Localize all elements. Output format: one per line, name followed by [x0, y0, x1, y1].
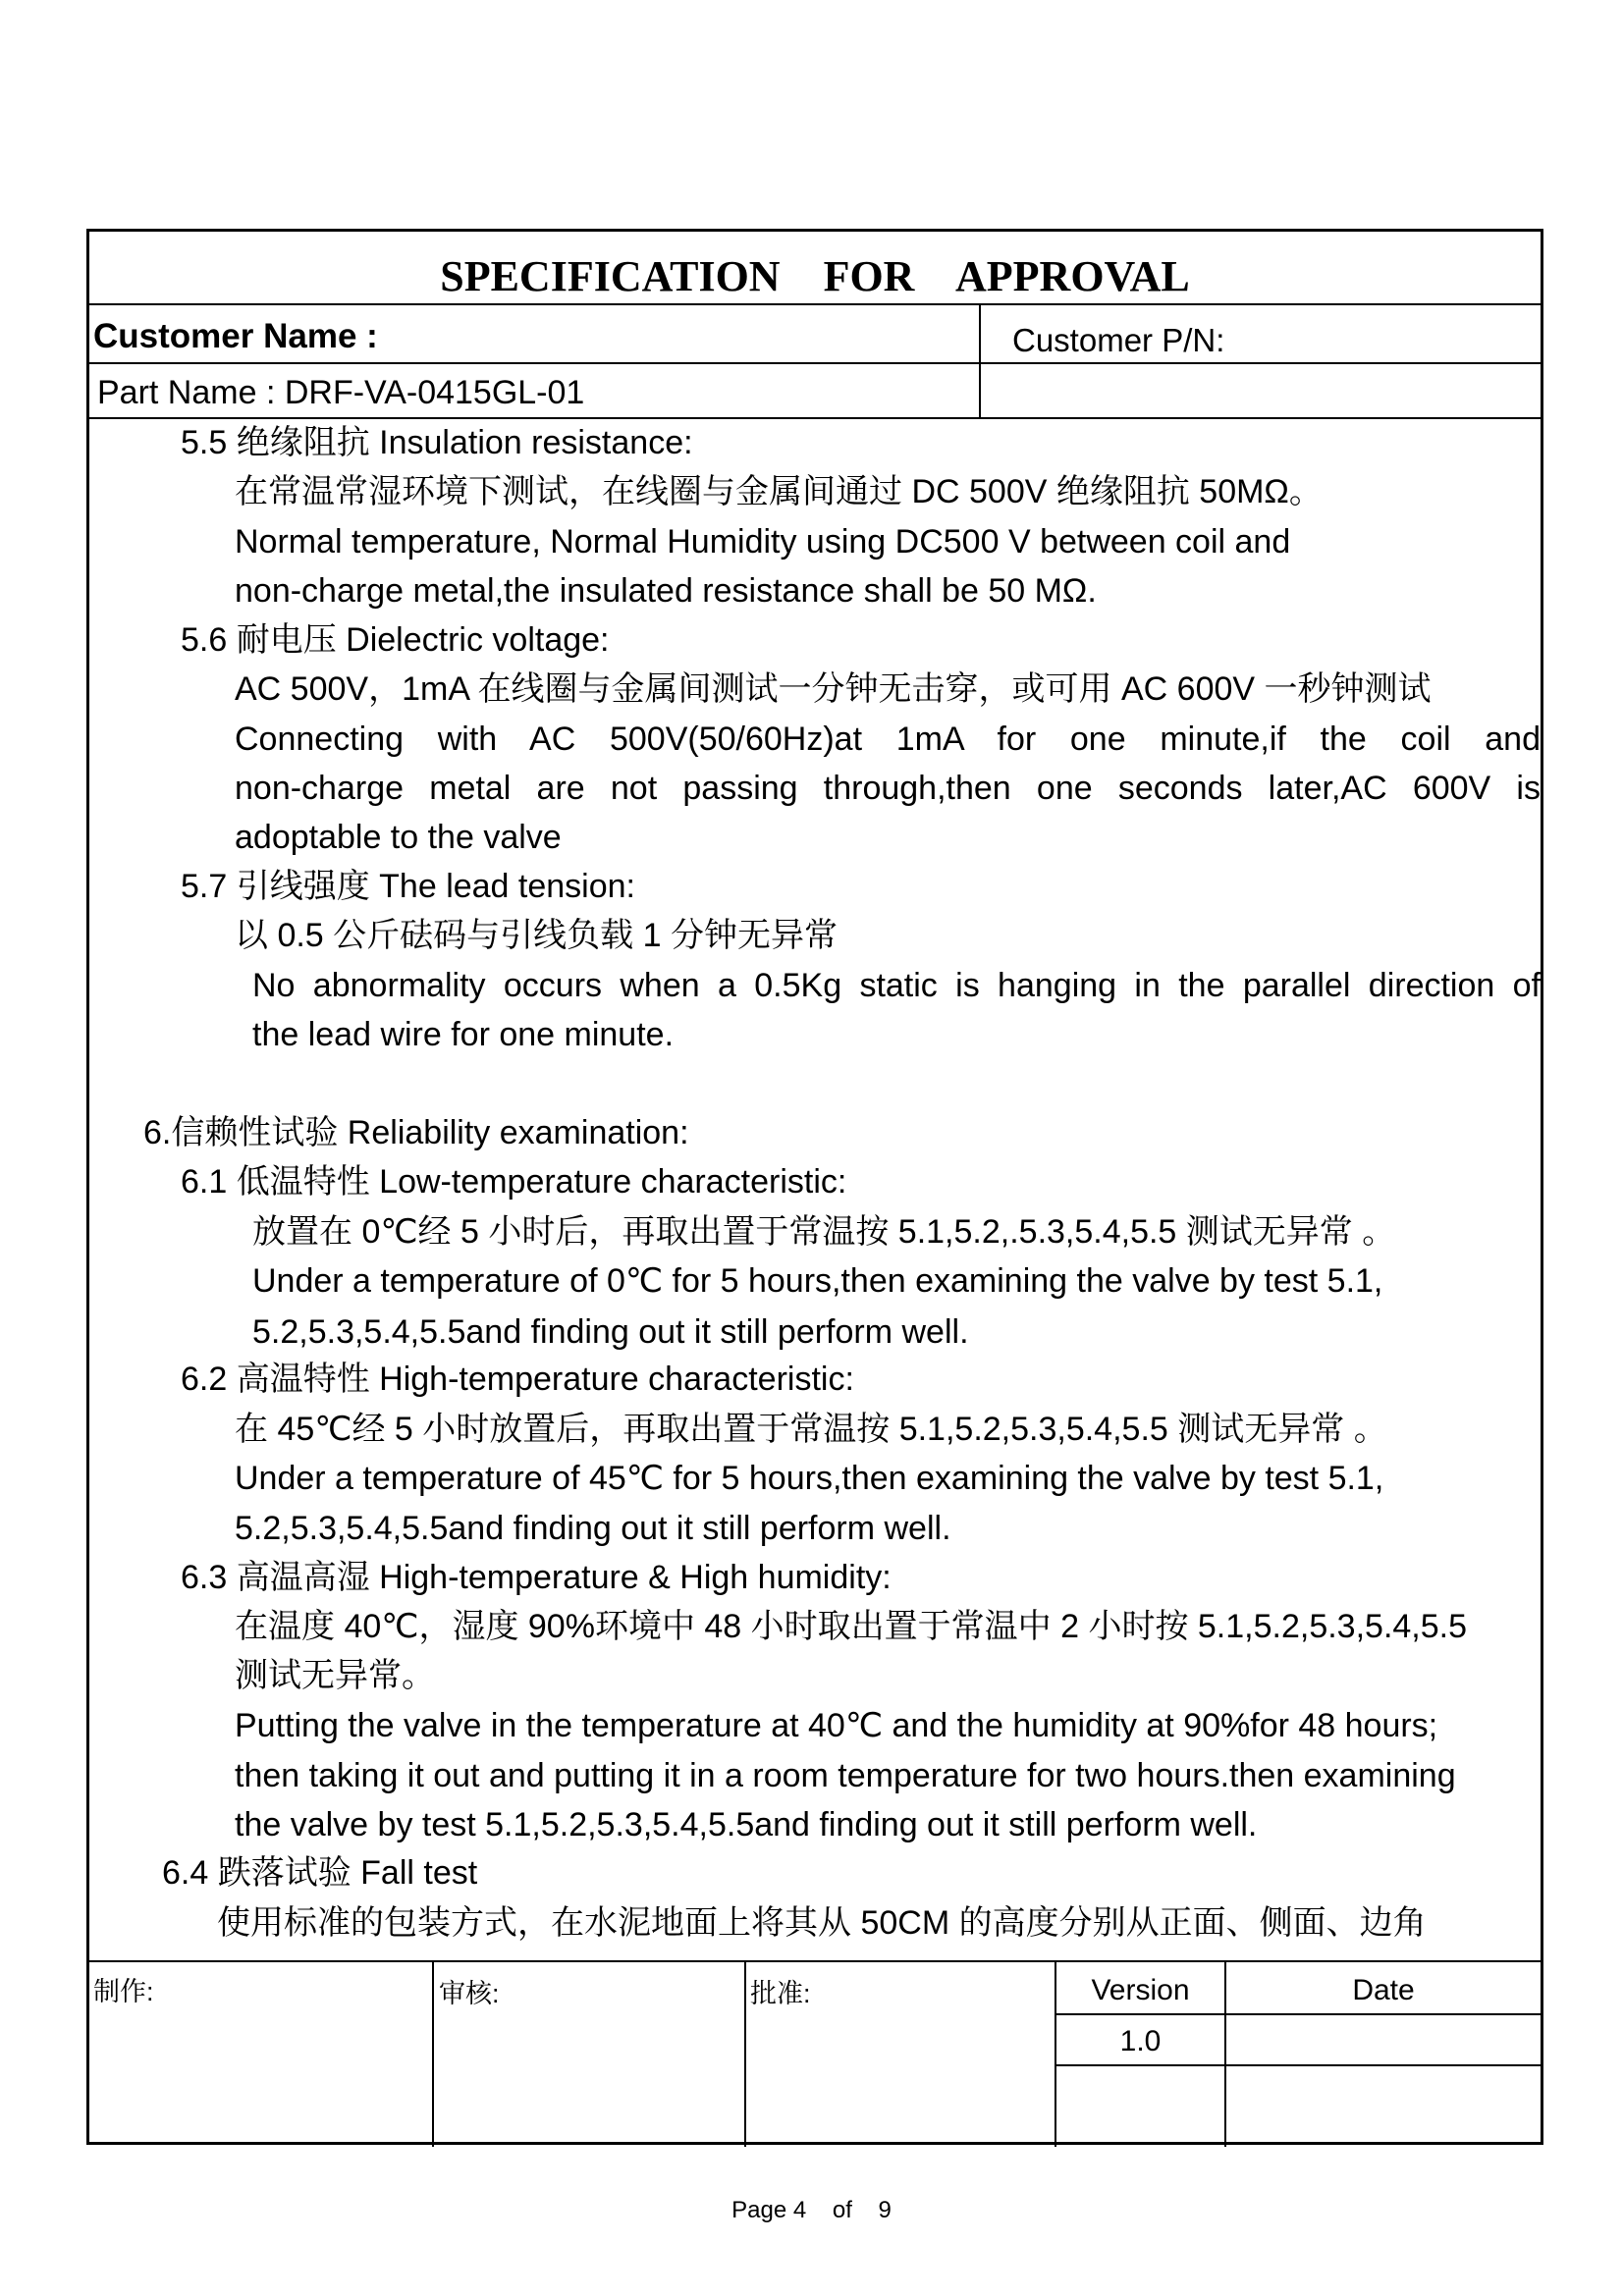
version-row-line [1055, 2064, 1541, 2066]
section-5-5-heading: 5.5 绝缘阻抗 Insulation resistance: [181, 424, 693, 461]
section-6-4-heading: 6.4 跌落试验 Fall test [162, 1854, 478, 1892]
date-label: Date [1352, 1974, 1415, 2006]
section-6-2-heading: 6.2 高温特性 High-temperature characteristic: [181, 1361, 854, 1398]
header-divider [979, 305, 981, 419]
document-title: SPECIFICATION FOR APPROVAL [89, 232, 1541, 305]
spec-frame [86, 229, 1543, 2145]
reviewed-by-label: 审核: [439, 1979, 500, 2008]
version-value: 1.0 [1119, 2025, 1162, 2057]
section-6-1-heading: 6.1 低温特性 Low-temperature characteristic: [181, 1163, 847, 1201]
section-5-6-en-1: Connecting with AC 500V(50/60Hz)at 1mA for one minute,if the coil and [235, 721, 1541, 758]
section-6-2-en-2: 5.2,5.3,5.4,5.5and finding out it still perform well. [235, 1510, 951, 1547]
section-6-heading: 6.信赖性试验 Reliability examination: [143, 1114, 689, 1151]
section-6-3-en-1: Putting the valve in the temperature at 40℃ and the humidity at 90%for 48 hours; [235, 1707, 1438, 1744]
part-name: Part Name : DRF-VA-0415GL-01 [97, 374, 585, 411]
version-header-line [1055, 2013, 1541, 2015]
section-5-7-heading: 5.7 引线强度 The lead tension: [181, 868, 636, 905]
section-5-7-en-1: No abnormality occurs when a 0.5Kg static is hanging in the parallel direction of [252, 967, 1541, 1004]
section-6-1-en-1: Under a temperature of 0℃ for 5 hours,then examining the valve by test 5.1, [252, 1262, 1383, 1300]
section-5-5-en-1: Normal temperature, Normal Humidity using DC500 V between coil and [235, 523, 1291, 561]
section-6-4-cn: 使用标准的包装方式，在水泥地面上将其从 50CM 的高度分别从正面、侧面、边角 [217, 1904, 1427, 1942]
section-5-6-heading: 5.6 耐电压 Dielectric voltage: [181, 621, 610, 659]
section-6-3-en-3: the valve by test 5.1,5.2,5.3,5.4,5.5and finding out it still perform well. [235, 1806, 1258, 1843]
section-6-1-cn: 放置在 0℃经 5 小时后，再取出置于常温按 5.1,5.2,.5.3,5.4,5.5 测试无异常 。 [252, 1213, 1396, 1251]
section-5-7-en-2: the lead wire for one minute. [252, 1016, 675, 1053]
section-5-6-cn: AC 500V，1mA 在线圈与金属间测试一分钟无击穿，或可用 AC 600V 一秒钟测试 [235, 670, 1432, 708]
section-6-3-en-2: then taking it out and putting it in a room temperature for two hours.then examining [235, 1757, 1456, 1794]
section-5-6-en-2: non-charge metal are not passing through,then one seconds later,AC 600V is [235, 770, 1541, 807]
version-label: Version [1091, 1974, 1190, 2006]
signoff-divider [432, 1962, 434, 2147]
approved-by-label: 批准: [750, 1979, 811, 2008]
section-5-6-en-3: adoptable to the valve [235, 819, 562, 856]
customer-pn-label: Customer P/N: [1012, 322, 1225, 358]
section-6-3-heading: 6.3 高温高湿 High-temperature & High humidity: [181, 1559, 892, 1596]
signoff-divider [744, 1962, 746, 2147]
section-5-5-cn: 在常温常湿环境下测试，在线圈与金属间通过 DC 500V 绝缘阻抗 50MΩ。 [235, 473, 1323, 510]
customer-name-label: Customer Name : [93, 317, 378, 355]
section-6-2-en-1: Under a temperature of 45℃ for 5 hours,then examining the valve by test 5.1, [235, 1460, 1384, 1497]
section-5-5-en-2: non-charge metal,the insulated resistance shall be 50 MΩ. [235, 572, 1097, 610]
made-by-label: 制作: [93, 1977, 154, 2006]
section-6-2-cn: 在 45℃经 5 小时放置后，再取出置于常温按 5.1,5.2,5.3,5.4,5.5 测试无异常 。 [235, 1411, 1387, 1448]
section-5-7-cn: 以 0.5 公斤砝码与引线负载 1 分钟无异常 [235, 917, 838, 954]
section-6-3-cn-2: 测试无异常。 [235, 1657, 435, 1694]
signoff-table [89, 1960, 1541, 2147]
page-number: Page 4 of 9 [731, 2197, 892, 2223]
section-6-3-cn-1: 在温度 40℃，湿度 90%环境中 48 小时取出置于常温中 2 小时按 5.1,5.2,5.3,5.4,5.5 [235, 1608, 1468, 1645]
section-6-1-en-2: 5.2,5.3,5.4,5.5and finding out it still perform well. [252, 1313, 969, 1351]
spec-content [89, 419, 1541, 1960]
